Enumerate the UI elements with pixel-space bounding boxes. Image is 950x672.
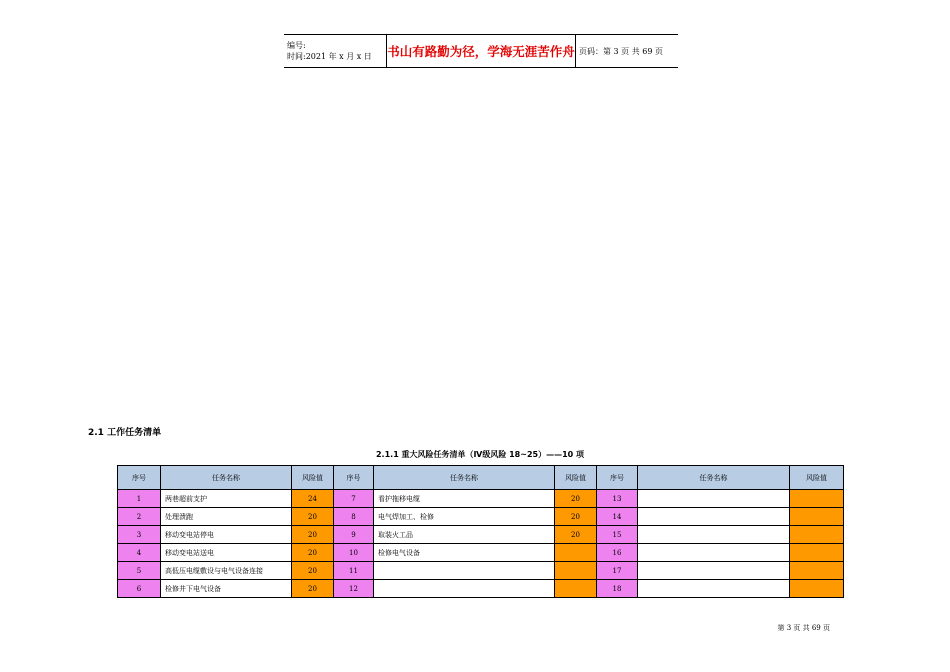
task-name-cell: 高低压电缆敷设与电气设备连接 <box>161 562 292 580</box>
task-name-cell: 电气焊加工、检修 <box>374 508 555 526</box>
column-header: 风险值 <box>292 466 334 490</box>
risk-value-cell: 20 <box>292 526 334 544</box>
table-row <box>118 580 844 598</box>
seq-cell: 7 <box>334 490 374 508</box>
risk-value-cell <box>790 580 844 598</box>
task-name-cell: 移动变电站送电 <box>161 544 292 562</box>
risk-value-cell <box>790 490 844 508</box>
risk-value-cell: 20 <box>555 508 597 526</box>
task-name-cell: 处理溃跑 <box>161 508 292 526</box>
page-footer: 第 3 页 共 69 页 <box>777 624 830 632</box>
risk-value-cell <box>555 562 597 580</box>
seq-cell: 17 <box>597 562 638 580</box>
seq-cell: 10 <box>334 544 374 562</box>
seq-cell: 12 <box>334 580 374 598</box>
seq-cell: 9 <box>334 526 374 544</box>
seq-cell: 15 <box>597 526 638 544</box>
task-name-cell: 看护拖移电缆 <box>374 490 555 508</box>
risk-value-cell: 20 <box>292 544 334 562</box>
header-time-label: 时间:2021 年 x 月 x 日 <box>287 52 372 61</box>
table-row <box>118 526 844 544</box>
task-name-cell <box>638 490 790 508</box>
section-title: 2.1 工作任务清单 <box>88 428 162 438</box>
column-header: 序号 <box>118 466 161 490</box>
task-name-cell <box>638 562 790 580</box>
table-row <box>118 508 844 526</box>
risk-value-cell: 20 <box>555 526 597 544</box>
task-name-cell <box>638 508 790 526</box>
header-number-label: 编号: <box>287 41 306 50</box>
task-name-cell: 检修电气设备 <box>374 544 555 562</box>
table-title: 2.1.1 重大风险任务清单（Ⅳ级风险 18~25）——10 项 <box>375 450 585 459</box>
column-header: 任务名称 <box>374 466 555 490</box>
header-motto: 书山有路勤为径，学海无涯苦作舟 <box>387 35 576 68</box>
page-header <box>284 34 678 68</box>
risk-value-cell <box>790 526 844 544</box>
task-name-cell <box>638 580 790 598</box>
task-name-cell <box>638 544 790 562</box>
risk-value-cell <box>555 580 597 598</box>
task-name-cell <box>374 562 555 580</box>
task-name-cell <box>638 526 790 544</box>
seq-cell: 2 <box>118 508 161 526</box>
header-page-info: 页码：第 3 页 共 69 页 <box>576 35 679 68</box>
risk-value-cell <box>790 544 844 562</box>
risk-value-cell <box>555 544 597 562</box>
header-meta <box>284 35 387 68</box>
column-header: 任务名称 <box>161 466 292 490</box>
column-header: 风险值 <box>790 466 844 490</box>
seq-cell: 8 <box>334 508 374 526</box>
column-header: 序号 <box>597 466 638 490</box>
risk-value-cell: 24 <box>292 490 334 508</box>
seq-cell: 16 <box>597 544 638 562</box>
column-header: 任务名称 <box>638 466 790 490</box>
task-name-cell: 两巷超前支护 <box>161 490 292 508</box>
table-header-row <box>118 466 844 490</box>
column-header: 序号 <box>334 466 374 490</box>
table-row <box>118 562 844 580</box>
seq-cell: 11 <box>334 562 374 580</box>
risk-value-cell: 20 <box>555 490 597 508</box>
task-name-cell <box>374 580 555 598</box>
task-name-cell: 取装火工品 <box>374 526 555 544</box>
table-row <box>118 490 844 508</box>
seq-cell: 13 <box>597 490 638 508</box>
task-name-cell: 检修井下电气设备 <box>161 580 292 598</box>
risk-value-cell: 20 <box>292 580 334 598</box>
seq-cell: 14 <box>597 508 638 526</box>
risk-value-cell: 20 <box>292 562 334 580</box>
task-name-cell: 移动变电站停电 <box>161 526 292 544</box>
risk-value-cell: 20 <box>292 508 334 526</box>
seq-cell: 1 <box>118 490 161 508</box>
seq-cell: 18 <box>597 580 638 598</box>
risk-value-cell <box>790 508 844 526</box>
seq-cell: 4 <box>118 544 161 562</box>
table-row <box>118 544 844 562</box>
seq-cell: 5 <box>118 562 161 580</box>
risk-task-table <box>117 465 844 598</box>
risk-value-cell <box>790 562 844 580</box>
seq-cell: 3 <box>118 526 161 544</box>
seq-cell: 6 <box>118 580 161 598</box>
column-header: 风险值 <box>555 466 597 490</box>
